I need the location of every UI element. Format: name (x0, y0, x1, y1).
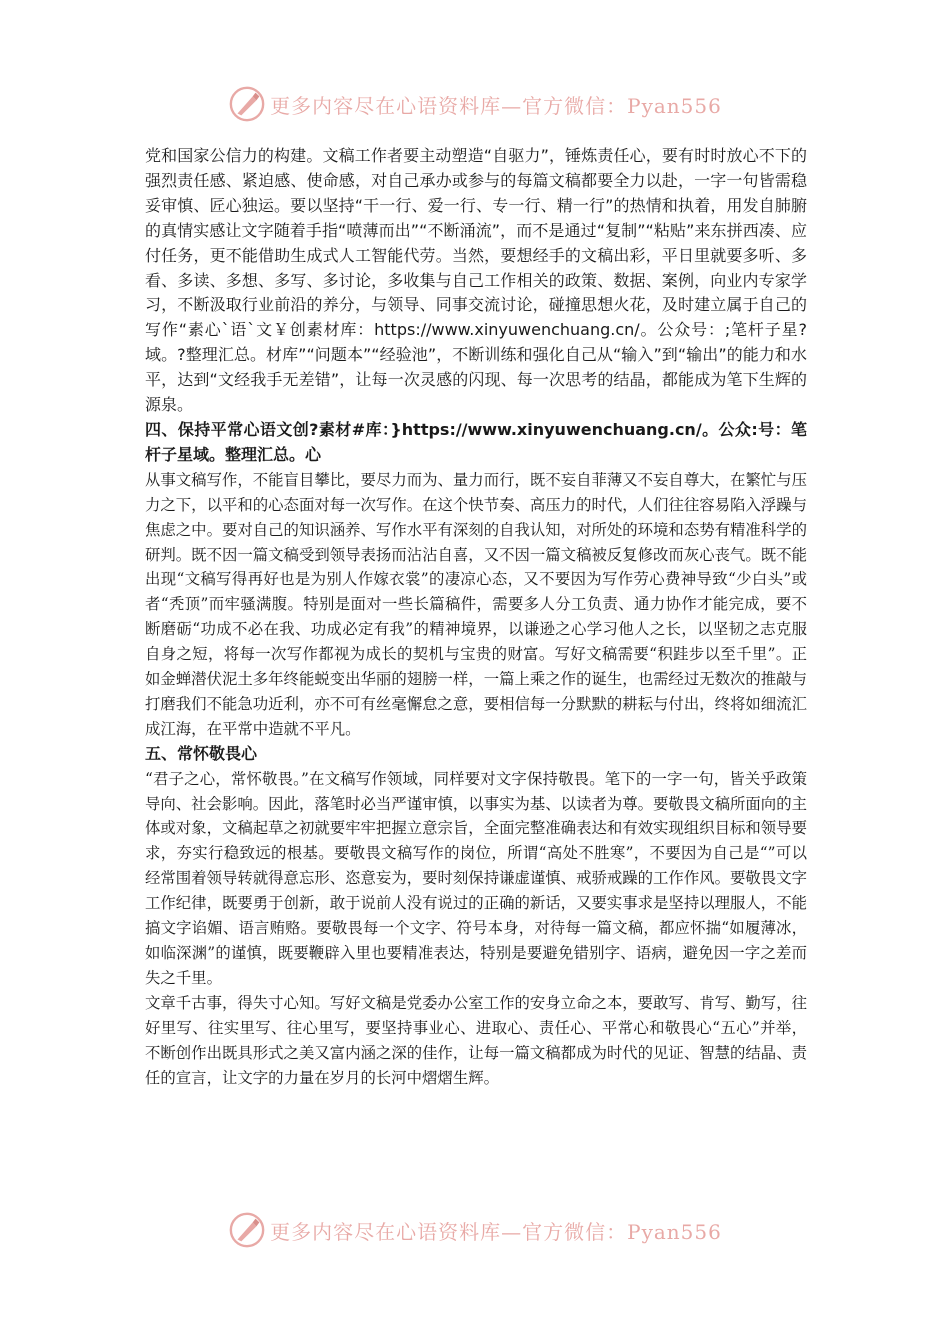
pen-logo-icon (228, 1211, 266, 1249)
watermark-text: 更多内容尽在心语资料库—官方微信：Pyan556 (270, 1219, 722, 1244)
footer-watermark-banner (0, 1210, 950, 1250)
paragraph-2: 从事文稿写作，不能盲目攀比，要尽力而为、量力而行，既不妄自菲薄又不妄自尊大，在繁忙与压力之下，以平和的心态面对每一次写作。在这个快节奏、高压力的时代，人们往往容易陷入浮躁与焦虑之中。要对自己的知识涵养、写作水平有深刻的自我认知，对所处的环境和态势有精准科学的研判。既不因一篇文稿受到领导表扬而沾沾自喜，又不因一篇文稿被反复修改而灰心丧气。既不能出现“文稿写得再好也是为别人作嫁衣裳”的凄凉心态，又不要因为写作劳心费神导致“少白头”或者“秃顶”而牢骚满腹。特别是面对一些长篇稿件，需要多人分工负责、通力协作才能完成，要不断磨砺“功成不必在我、功成必定有我”的精神境界，以谦逊之心学习他人之长，以坚韧之志克服自身之短，将每一次写作都视为成长的契机与宝贵的财富。写好文稿需要“积跬步以至千里”。正如金蝉潜伏泥土多年终能蜕变出华丽的翅膀一样，一篇上乘之作的诞生，也需经过无数次的推敲与打磨我们不能急功近利，亦不可有丝毫懈怠之意，要相信每一分默默的耕耘与付出，终将如细流汇成江海，在平常中造就不平凡。 (145, 470, 807, 738)
header-watermark-banner (0, 84, 950, 124)
paragraph-3: “君子之心，常怀敬畏。”在文稿写作领域，同样要对文字保持敬畏。笔下的一字一句，皆关乎政策导向、社会影响。因此，落笔时必当严谨审慎，以事实为基、以读者为尊。要敬畏文稿所面向的主体或对象，文稿起草之初就要牢牢把握立意宗旨，全面完整准确表达和有效实现组织目标和领导要求，夯实行稳致远的根基。要敬畏文稿写作的岗位，所谓“高处不胜寒”，不要因为自己是“”可以经常围着领导转就得意忘形、恣意妄为，要时刻保持谦虚谨慎、戒骄戒躁的工作作风。要敬畏文字工作纪律，既要勇于创新，敢于说前人没有说过的正确的新话，又要实事求是坚持以理服人，不能搞文字谄媚、语言贿赂。要敬畏每一个文字、符号本身，对待每一篇文稿，都应怀揣“如履薄冰，如临深渊”的谨慎，既要鞭辟入里也要精准表达，特别是要避免错别字、语病，避免因一字之差而失之千里。 (145, 769, 807, 987)
watermark-text: 更多内容尽在心语资料库—官方微信：Pyan556 (270, 93, 722, 118)
pen-logo-icon (228, 85, 266, 123)
paragraph-1: 党和国家公信力的构建。文稿工作者要主动塑造“自驱力”，锤炼责任心，要有时时放心不下的强烈责任感、紧迫感、使命感，对自己承办或参与的每篇文稿都要全力以赴，一字一句皆需稳妥审慎、匠心独运。要以坚持“干一行、爱一行、专一行、精一行”的热情和执着，用发自肺腑的真情实感让文字随着手指“喷薄而出”“不断涌流”，而不是通过“复制”“粘贴”来东拼西凑、应付任务，更不能借助生成式人工智能代劳。当然，要想经手的文稿出彩，平日里就要多听、多看、多读、多想、多写、多讨论，多收集与自己工作相关的政策、数据、案例，向业内专家学习，不断汲取行业前沿的养分，与领导、同事交流讨论，碰撞思想火花，及时建立属于自己的写作“素心`语`文￥创素材库：https://www.xinyuwenchuang.cn/。公众号：;笔杆子星?域。?整理汇总。材库”“问题本”“经验池”，不断训练和强化自己从“输入”到“输出”的能力和水平，达到“文经我手无差错”，让每一次灵感的闪现、每一次思考的结晶，都能成为笔下生辉的源泉。 (145, 146, 807, 415)
document-body (145, 144, 807, 1090)
section-heading-4: 四、保持平常心语文创?素材#库：}https://www.xinyuwenchuang.cn/。公众:号：笔杆子星域。整理汇总。心 (145, 419, 807, 464)
paragraph-4: 文章千古事，得失寸心知。写好文稿是党委办公室工作的安身立命之本，要敢写、肯写、勤写，往好里写、往实里写、往心里写，要坚持事业心、进取心、责任心、平常心和敬畏心“五心”并举，不断创作出既具形式之美又富内涵之深的佳作，让每一篇文稿都成为时代的见证、智慧的结晶、责任的宣言，让文字的力量在岁月的长河中熠熠生辉。 (145, 993, 807, 1087)
section-heading-5: 五、常怀敬畏心 (145, 743, 258, 763)
